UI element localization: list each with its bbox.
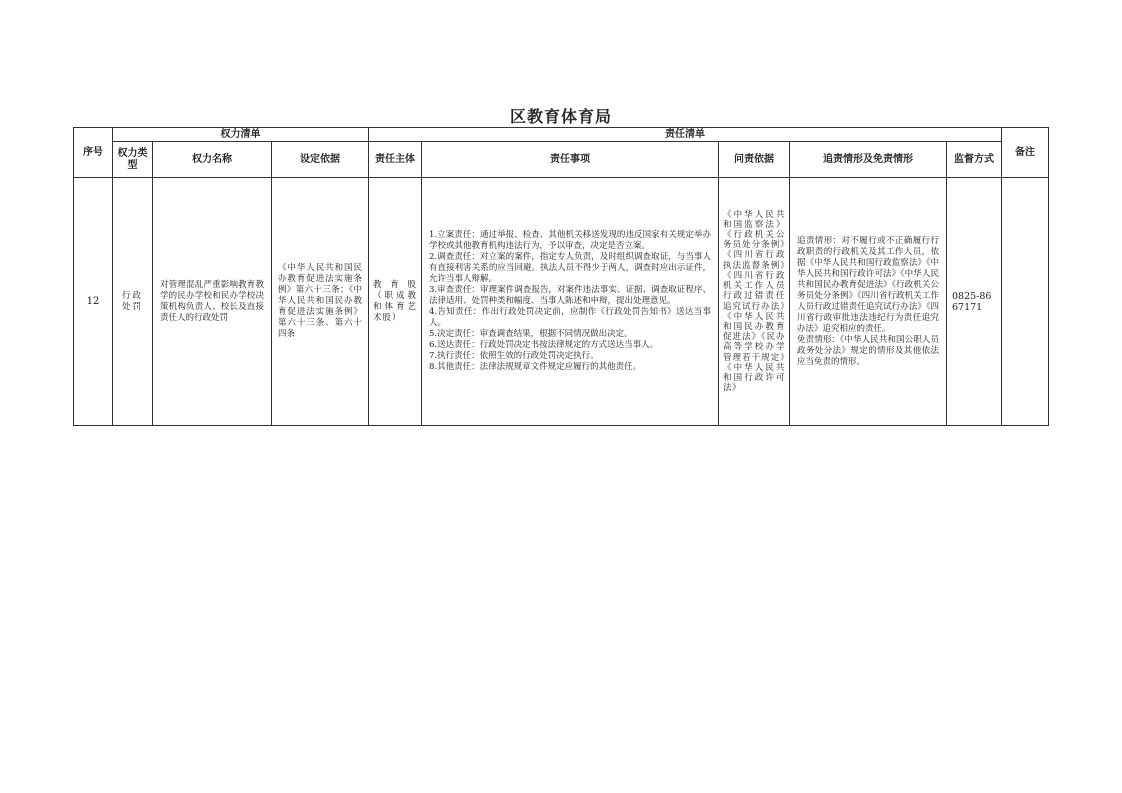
row-power-name: 对管理混乱严重影响教育教学的民办学校和民办学校决策机构负责人、校长及直接责任人的行政处罚 <box>153 178 272 426</box>
item-8: 8.其他责任：法律法规规章文件规定应履行的其他责任。 <box>429 362 642 372</box>
header-accountability-basis: 问责依据 <box>719 142 790 178</box>
row-accountability-basis: 《中华人民共和国监察法》《行政机关公务员处分条例》《四川省行政执法监督条例》《四川省行政机关工作人员行政过错责任追究试行办法》《中华人民共和国民办教育促进法》《民办高等学校办学管理若干规定》《中华人民共和国行政许可法》 <box>719 178 790 426</box>
header-group-responsibility: 责任清单 <box>369 128 1002 142</box>
header-group-power: 权力清单 <box>113 128 369 142</box>
situation-exempt: 免责情形：《中华人民共和国公职人员政务处分法》规定的情形及其他依法应当免责的情形。 <box>797 334 939 367</box>
item-3: 3.审查责任：审理案件调查报告，对案件违法事实、证据、调查取证程序、法律适用、处罚种类和幅度、当事人陈述和申辩，提出处理意见。 <box>429 285 711 306</box>
item-1: 1.立案责任：通过举报、检查、其他机关移送发现的违反国家有关规定举办学校或其他教育机构违法行为，予以审查，决定是否立案。 <box>429 230 711 251</box>
header-remarks: 备注 <box>1002 128 1049 178</box>
header-subject: 责任主体 <box>369 142 422 178</box>
header-basis: 设定依据 <box>272 142 369 178</box>
row-remarks <box>1002 178 1049 426</box>
header-power-type: 权力类型 <box>113 142 153 178</box>
item-2: 2.调查责任：对立案的案件，指定专人负责，及时组织调查取证，与当事人有直接利害关系的应当回避。执法人员不得少于两人，调查时应出示证件，允许当事人辩解。 <box>429 252 711 284</box>
power-responsibility-table <box>73 127 1049 426</box>
header-items: 责任事项 <box>422 142 719 178</box>
header-power-name: 权力名称 <box>153 142 272 178</box>
header-situations: 追责情形及免责情形 <box>790 142 947 178</box>
row-supervision: 0825-8667171 <box>947 178 1002 426</box>
item-5: 5.决定责任：审查调查结果，根据不同情况做出决定。 <box>429 329 633 339</box>
row-situations <box>790 178 947 426</box>
page-title: 区教育体育局 <box>509 107 612 126</box>
row-subject: 教育股（职成教和体育艺术股） <box>369 178 422 426</box>
row-items <box>422 178 719 426</box>
item-7: 7.执行责任：依照生效的行政处罚决定执行。 <box>429 351 599 361</box>
header-supervision: 监督方式 <box>947 142 1002 178</box>
situation-pursue: 追责情形：对不履行或不正确履行行政职责的行政机关及其工作人员，依据《中华人民共和国行政监察法》《中华人民共和国行政许可法》《中华人民共和国民办教育促进法》《行政机关公务员处分条例》《四川省行政机关工作人员行政过错责任追究试行办法》《四川省行政审批违法违纪行为责任追究办法》追究相应的责任。 <box>797 235 939 334</box>
item-4: 4.告知责任：作出行政处罚决定前，应制作《行政处罚告知书》送达当事人。 <box>429 307 711 328</box>
row-basis: 《中华人民共和国民办教育促进法实施条例》第六十三条；《中华人民共和国民办教育促进法实施条例》第六十三条、第六十四条 <box>272 178 369 426</box>
item-6: 6.送达责任：行政处罚决定书按法律规定的方式送达当事人。 <box>429 340 659 350</box>
row-power-type: 行政处罚 <box>113 178 153 426</box>
row-seq: 12 <box>74 178 113 426</box>
header-seq: 序号 <box>74 128 113 178</box>
table-row <box>74 178 1049 426</box>
